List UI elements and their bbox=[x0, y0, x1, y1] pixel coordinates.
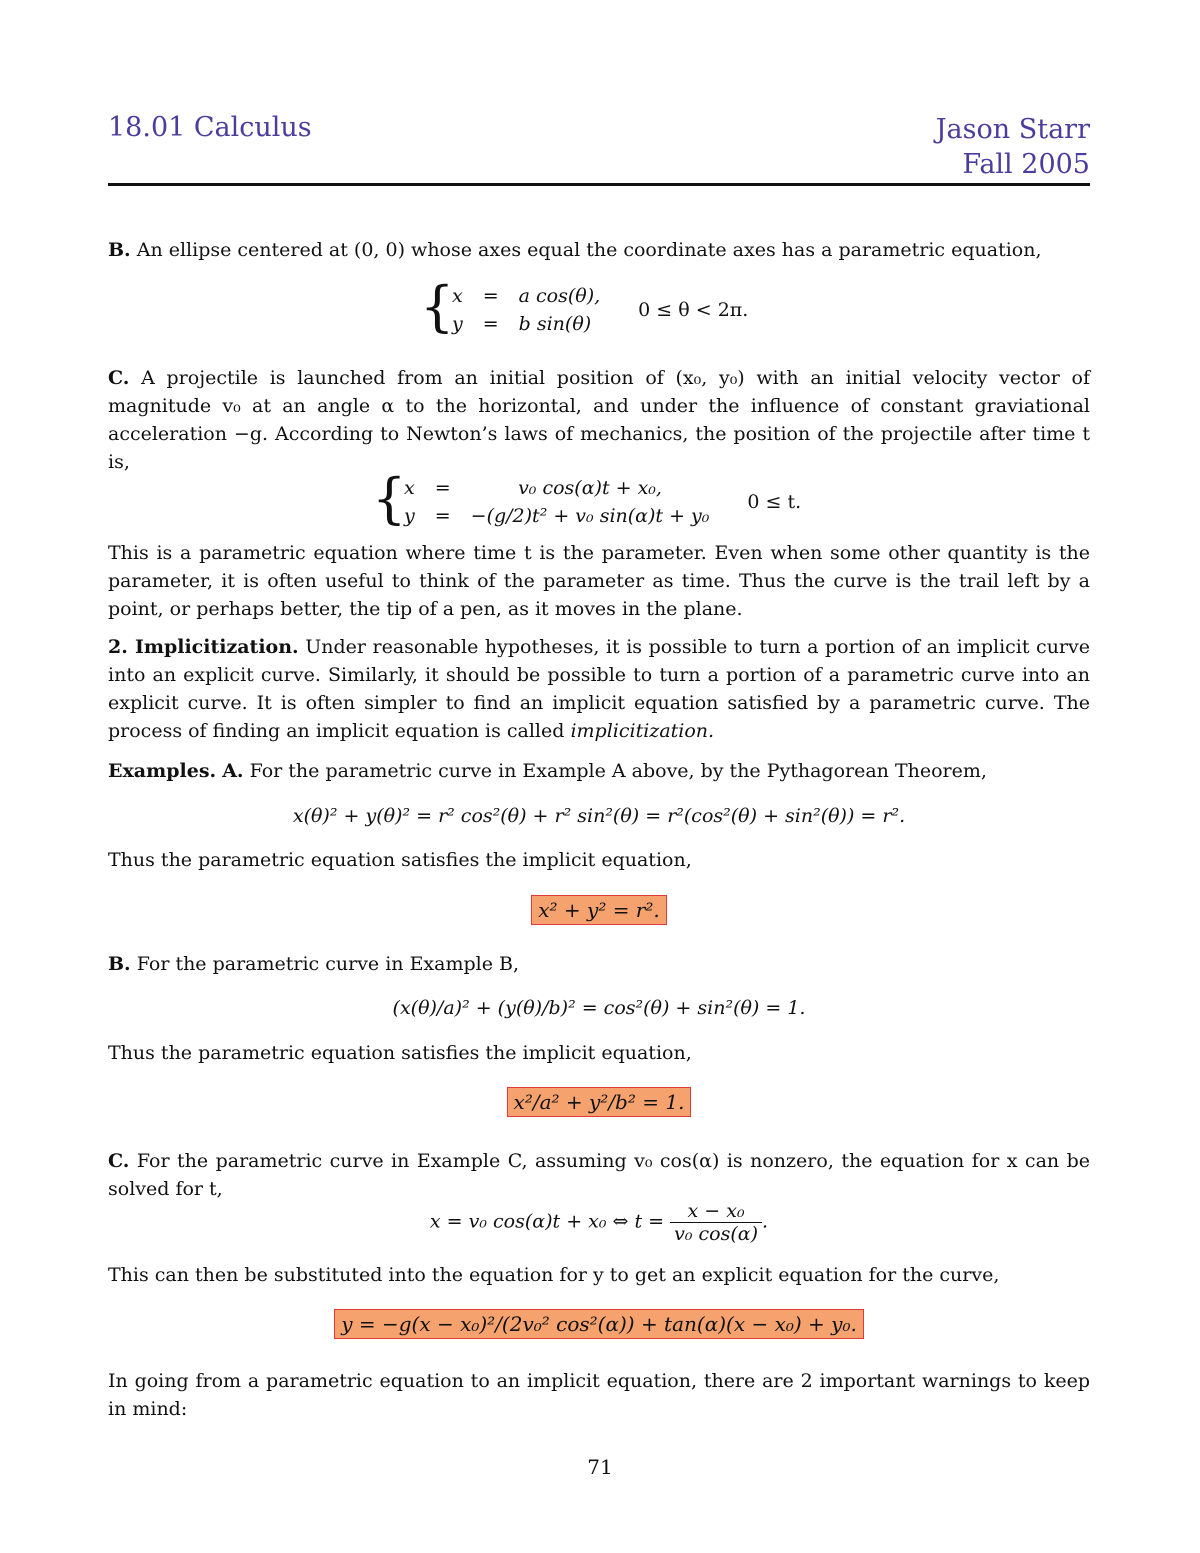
examples-heading: Examples. bbox=[108, 760, 217, 782]
ellipse-y-rhs: b sin(θ) bbox=[518, 313, 592, 335]
projectile-x-rhs: v₀ cos(α)t + x₀, bbox=[518, 477, 662, 499]
projectile-x-lhs: x bbox=[404, 477, 415, 499]
examples-b-after: Thus the parametric equation satisfies the implicit equation, bbox=[108, 1042, 692, 1064]
example-c-text: A projectile is launched from an initial position of (x₀, y₀) with an initial velocity vector of magnitude v₀ at an angle α to the horizontal, and under the influence of constant graviational acceleration −g. According to Newton’s laws of mechanics, the position of the projectile after time t is, bbox=[108, 367, 1090, 473]
solve-left: x = v₀ cos(α)t + x₀ ⇔ t = bbox=[429, 1210, 665, 1233]
section-heading: 2. Implicitization. bbox=[108, 636, 299, 658]
fraction-numerator: x − x₀ bbox=[670, 1200, 762, 1223]
examples-a-after: Thus the parametric equation satisfies the implicit equation, bbox=[108, 849, 692, 871]
boxed-projectile-wrap bbox=[108, 1309, 1090, 1339]
fraction bbox=[670, 1200, 762, 1245]
ellipse-identity-equation: (x(θ)/a)² + (y(θ)/b)² = cos²(θ) + sin²(θ) = 1. bbox=[392, 997, 806, 1019]
examples-b-text: For the parametric curve in Example B, bbox=[136, 953, 520, 975]
course-title: 18.01 Calculus bbox=[108, 112, 312, 143]
example-c-intro bbox=[108, 364, 1090, 476]
time-parameter-paragraph: This is a parametric equation where time t is the parameter. Even when some other quantity is the parameter, it is often useful to think of the parameter as time. Thus the curve is the trail left by a point, or perhaps better, the tip of a pen, as it moves in the plane. bbox=[108, 542, 1090, 620]
examples-c-text: For the parametric curve in Example C, assuming v₀ cos(α) is nonzero, the equation for x can be solved for t, bbox=[108, 1150, 1090, 1200]
projectile-y-lhs: y bbox=[404, 505, 415, 527]
ellipse-range: 0 ≤ θ < 2π. bbox=[638, 299, 749, 321]
examples-b-label: B. bbox=[108, 953, 131, 975]
example-c-label: C. bbox=[108, 367, 130, 389]
example-b-intro bbox=[108, 236, 1090, 264]
examples-c-label: C. bbox=[108, 1150, 130, 1172]
fraction-denominator: v₀ cos(α) bbox=[674, 1223, 759, 1245]
header-right bbox=[936, 112, 1090, 182]
examples-a-intro bbox=[108, 757, 1090, 785]
example-b-text: An ellipse centered at (0, 0) whose axes equal the coordinate axes has a parametric equation, bbox=[136, 239, 1042, 261]
example-b-label: B. bbox=[108, 239, 131, 261]
ellipse-system: { x = a cos(θ), 0 ≤ θ < 2π. y = b sin(θ) bbox=[420, 282, 758, 338]
term-label: Fall 2005 bbox=[962, 149, 1090, 180]
solve-for-t-equation bbox=[108, 1200, 1090, 1245]
boxed-projectile-equation: y = −g(x − x₀)²/(2v₀² cos²(α)) + tan(α)(x − x₀) + y₀. bbox=[334, 1309, 864, 1339]
examples-c-after: This can then be substituted into the equation for y to get an explicit equation for the curve, bbox=[108, 1264, 1000, 1286]
boxed-ellipse-equation: x²/a² + y²/b² = 1. bbox=[507, 1087, 692, 1117]
examples-b-intro bbox=[108, 950, 1090, 978]
examples-c-intro bbox=[108, 1147, 1090, 1203]
ellipse-y-lhs: y bbox=[452, 313, 463, 335]
ellipse-x-rhs: a cos(θ), bbox=[518, 285, 601, 307]
implicitization-paragraph bbox=[108, 633, 1090, 745]
page-number: 71 bbox=[587, 1455, 613, 1479]
projectile-y-rhs: −(g/2)t² + v₀ sin(α)t + y₀ bbox=[470, 505, 710, 527]
boxed-ellipse-wrap bbox=[108, 1087, 1090, 1117]
boxed-circle-equation: x² + y² = r². bbox=[531, 895, 667, 925]
projectile-range: 0 ≤ t. bbox=[747, 491, 802, 513]
pythagorean-equation: x(θ)² + y(θ)² = r² cos²(θ) + r² sin²(θ) = r²(cos²(θ) + sin²(θ)) = r². bbox=[292, 805, 906, 827]
boxed-circle-wrap bbox=[108, 895, 1090, 925]
left-brace: { bbox=[372, 467, 407, 530]
closing-paragraph: In going from a parametric equation to an implicit equation, there are 2 important warnings to keep in mind: bbox=[108, 1370, 1090, 1420]
projectile-system: { x = v₀ cos(α)t + x₀, 0 ≤ t. y = −(g/2)t² + v₀ sin(α)t + y₀ bbox=[372, 474, 811, 530]
implicitization-term: implicitization. bbox=[570, 720, 715, 742]
header-rule bbox=[108, 183, 1090, 186]
examples-a-text: For the parametric curve in Example A above, by the Pythagorean Theorem, bbox=[249, 760, 987, 782]
solve-end: . bbox=[762, 1210, 769, 1233]
ellipse-x-lhs: x bbox=[452, 285, 463, 307]
implicitization-text: Under reasonable hypotheses, it is possible to turn a portion of an implicit curve into an explicit curve. Similarly, it should be possible to turn a portion of a parametric curve into an explicit curve. It is often simpler to find an implicit equation satisfied by a parametric curve. The process of finding an implicit equation is called bbox=[108, 636, 1090, 742]
examples-a-label: A. bbox=[222, 760, 244, 782]
left-brace: { bbox=[420, 275, 455, 338]
author-name: Jason Starr bbox=[935, 114, 1090, 145]
